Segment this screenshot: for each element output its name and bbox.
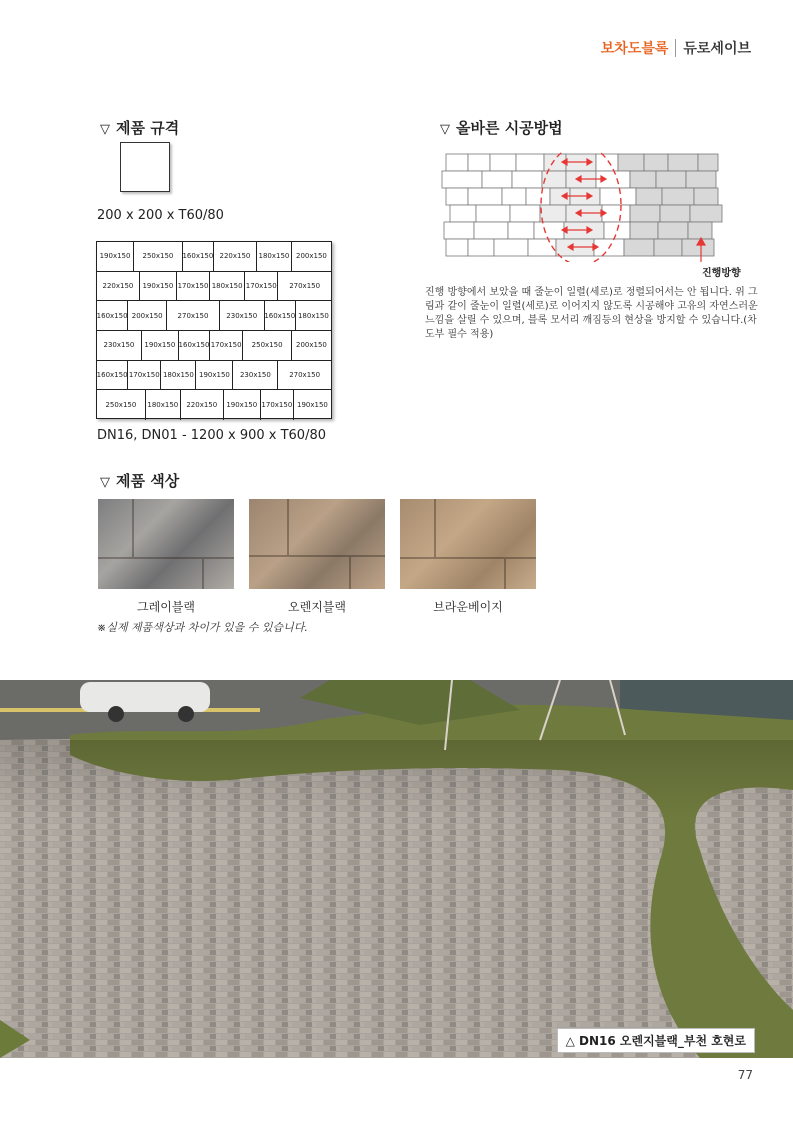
swatch-orange-black bbox=[249, 499, 385, 589]
layout-block-cell: 190x150 bbox=[196, 361, 233, 390]
installation-pattern-diagram bbox=[440, 152, 725, 262]
triangle-icon: ▽ bbox=[440, 122, 450, 137]
triangle-icon: ▽ bbox=[100, 122, 110, 137]
install-description: 진행 방향에서 보았을 때 줄눈이 일렬(세로)로 정렬되어서는 안 됩니다. 위 그림과 같이 줄눈이 일렬(세로)로 이어지지 않도록 시공해야 고유의 자연스러운 느낌을 살릴 수 있으며, 블록 모서리 깨짐등의 현상을 방지할 수 있습니다.(차도부 필수 적용) bbox=[425, 287, 758, 340]
layout-block-cell: 170x150 bbox=[128, 361, 161, 390]
layout-block-cell: 160x150 bbox=[265, 301, 296, 330]
layout-block-cell: 170x150 bbox=[210, 331, 243, 360]
layout-block-cell: 220x150 bbox=[181, 390, 224, 420]
layout-size: DN16, DN01 - 1200 x 900 x T60/80 bbox=[97, 428, 326, 443]
color-disclaimer: ※실제 제품색상과 차이가 있을 수 있습니다. bbox=[97, 621, 308, 634]
layout-block-cell: 200x150 bbox=[296, 341, 327, 350]
layout-block-cell: 170x150 bbox=[177, 272, 210, 301]
layout-block-cell: 270x150 bbox=[289, 370, 321, 379]
layout-block-cell: 200x150 bbox=[296, 252, 327, 261]
layout-block-cell: 180x150 bbox=[297, 311, 329, 320]
layout-block-cell: 220x150 bbox=[97, 272, 140, 301]
header-divider bbox=[675, 39, 676, 57]
photo-caption: △ DN16 오렌지블랙_부천 호현로 bbox=[557, 1028, 755, 1053]
layout-block-cell: 180x150 bbox=[146, 390, 181, 420]
swatch-gray-black bbox=[98, 499, 234, 589]
layout-block-cell: 270x150 bbox=[289, 281, 321, 290]
layout-block-cell: 190x150 bbox=[97, 242, 134, 271]
direction-label: 진행방향 bbox=[702, 268, 741, 279]
layout-row bbox=[97, 301, 331, 331]
layout-block-cell: 180x150 bbox=[210, 272, 245, 301]
square-block-diagram bbox=[120, 142, 170, 192]
swatch-label-orange-black: 오렌지블랙 bbox=[288, 600, 346, 614]
spec-title: 제품 규격 bbox=[116, 119, 180, 137]
layout-block-cell: 190x150 bbox=[142, 331, 179, 360]
colors-title: 제품 색상 bbox=[116, 472, 180, 490]
block-layout-diagram bbox=[96, 241, 332, 419]
install-title: 올바른 시공방법 bbox=[456, 119, 563, 137]
triangle-icon: ▽ bbox=[100, 475, 110, 490]
layout-row bbox=[97, 272, 331, 302]
swatch-label-brown-beige: 브라운베이지 bbox=[433, 600, 503, 614]
swatch-brown-beige bbox=[400, 499, 536, 589]
layout-block-cell: 160x150 bbox=[97, 301, 128, 330]
layout-block-cell: 190x150 bbox=[140, 272, 177, 301]
layout-block-cell: 180x150 bbox=[161, 361, 196, 390]
layout-block-cell: 250x150 bbox=[97, 390, 146, 420]
layout-block-cell: 190x150 bbox=[224, 390, 261, 420]
layout-block-cell: 190x150 bbox=[297, 401, 328, 410]
layout-block-cell: 220x150 bbox=[214, 242, 257, 271]
layout-block-cell: 250x150 bbox=[243, 331, 292, 360]
swatch-label-gray-black: 그레이블랙 bbox=[137, 600, 195, 614]
header-product: 듀로세이브 bbox=[683, 41, 751, 57]
page-number: 77 bbox=[737, 1068, 753, 1082]
layout-block-cell: 270x150 bbox=[167, 301, 220, 330]
layout-block-cell: 170x150 bbox=[245, 272, 278, 301]
page-header bbox=[601, 38, 751, 58]
layout-row bbox=[97, 331, 331, 361]
spec-section-title bbox=[100, 117, 179, 138]
layout-block-cell: 180x150 bbox=[257, 242, 292, 271]
colors-section-title bbox=[100, 470, 179, 491]
install-section-title bbox=[440, 117, 563, 138]
layout-block-cell: 230x150 bbox=[220, 301, 265, 330]
layout-block-cell: 200x150 bbox=[128, 301, 167, 330]
layout-row bbox=[97, 390, 331, 420]
layout-block-cell: 160x150 bbox=[183, 242, 214, 271]
header-category: 보차도블록 bbox=[600, 41, 669, 57]
installation-photo bbox=[0, 680, 793, 1058]
layout-block-cell: 230x150 bbox=[97, 331, 142, 360]
layout-block-cell: 160x150 bbox=[97, 361, 128, 390]
layout-block-cell: 170x150 bbox=[261, 390, 294, 420]
layout-block-cell: 160x150 bbox=[179, 331, 210, 360]
layout-block-cell: 230x150 bbox=[233, 361, 278, 390]
layout-block-cell: 250x150 bbox=[134, 242, 183, 271]
layout-row bbox=[97, 242, 331, 272]
layout-row bbox=[97, 361, 331, 391]
single-block-size: 200 x 200 x T60/80 bbox=[97, 208, 224, 223]
